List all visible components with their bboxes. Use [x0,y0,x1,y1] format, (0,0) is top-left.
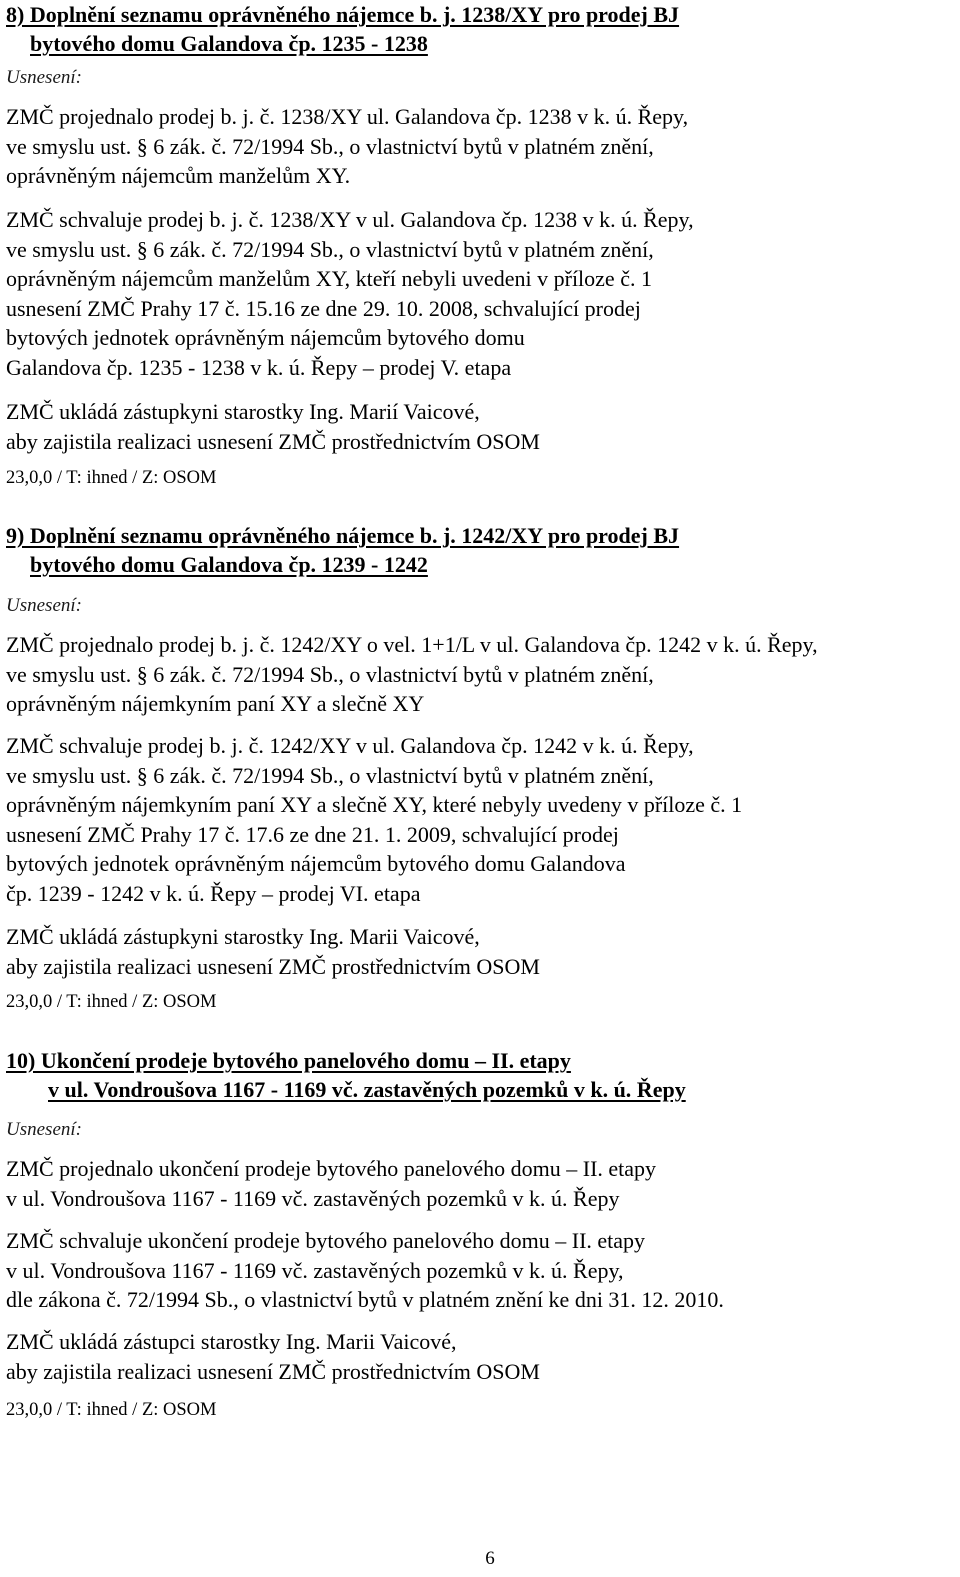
section-9-task-paragraph: ZMČ ukládá zástupkyni starostky Ing. Marii Vaicové, aby zajistila realizaci usnesení ZMČ prostřednictvím OSOM [6,924,540,979]
section-10-discussed-paragraph: ZMČ projednalo ukončení prodeje bytového panelového domu – II. etapy v ul. Vondroušova 1167 - 1169 vč. zastavěných pozemků v k. ú. Řepy [6,1156,657,1211]
section-9-vote-code: 23,0,0 / T: ihned / Z: OSOM [6,992,217,1012]
section-9-approved-paragraph: ZMČ schvaluje prodej b. j. č. 1242/XY v ul. Galandova čp. 1242 v k. ú. Řepy, ve smyslu ust. § 6 zák. č. 72/1994 Sb., o vlastnictví bytů v platném znění, oprávněným nájemkyním paní XY a slečně XY, které nebyly uvedeny v příloze č. 1 usnesení ZMČ Prahy 17 č. 17.6 ze dne 21. 1. 2009, schvalující prodej bytových jednotek oprávněným nájemcům bytového domu Galandova čp. 1239 - 1242 v k. ú. Řepy – prodej VI. etapa [6,733,743,906]
section-10-vote-code: 23,0,0 / T: ihned / Z: OSOM [6,1400,217,1420]
section-9-heading-line-1: 9) Doplnění seznamu oprávněného nájemce b. j. 1242/XY pro prodej BJ [6,523,680,548]
section-10-task-paragraph: ZMČ ukládá zástupci starostky Ing. Marii Vaicové, aby zajistila realizaci usnesení ZMČ prostřednictvím OSOM [6,1329,540,1384]
section-9-heading [6,521,679,579]
section-9-resolution-label: Usnesení: [6,595,82,616]
section-8-heading-line-2: bytového domu Galandova čp. 1235 - 1238 [30,31,428,56]
section-10-resolution-label: Usnesení: [6,1119,82,1140]
section-9-heading-line-2: bytového domu Galandova čp. 1239 - 1242 [30,552,428,577]
section-8-vote-code: 23,0,0 / T: ihned / Z: OSOM [6,468,217,488]
section-8-resolution-label: Usnesení: [6,67,82,88]
section-8-discussed-paragraph: ZMČ projednalo prodej b. j. č. 1238/XY ul. Galandova čp. 1238 v k. ú. Řepy, ve smyslu ust. § 6 zák. č. 72/1994 Sb., o vlastnictví bytů v platném znění, oprávněným nájemcům manželům XY. [6,104,689,189]
section-8-approved-paragraph: ZMČ schvaluje prodej b. j. č. 1238/XY v ul. Galandova čp. 1238 v k. ú. Řepy, ve smyslu ust. § 6 zák. č. 72/1994 Sb., o vlastnictví bytů v platném znění, oprávněným nájemcům manželům XY, kteří nebyli uvedeni v příloze č. 1 usnesení ZMČ Prahy 17 č. 15.16 ze dne 29. 10. 2008, schvalující prodej bytových jednotek oprávněným nájemcům bytového domu Galandova čp. 1235 - 1238 v k. ú. Řepy – prodej V. etapa [6,207,694,380]
section-10-heading [6,1046,686,1104]
section-10-approved-paragraph: ZMČ schvaluje ukončení prodeje bytového panelového domu – II. etapy v ul. Vondroušova 1167 - 1169 vč. zastavěných pozemků v k. ú. Řepy, dle zákona č. 72/1994 Sb., o vlastnictví bytů v platném znění ke dni 31. 12. 2010. [6,1228,724,1313]
section-10-heading-line-1: 10) Ukončení prodeje bytového panelového domu – II. etapy [6,1048,571,1073]
page-number: 6 [485,1548,495,1569]
section-10-heading-line-2: v ul. Vondroušova 1167 - 1169 vč. zastavěných pozemků v k. ú. Řepy [48,1077,686,1102]
section-8-heading-line-1: 8) Doplnění seznamu oprávněného nájemce b. j. 1238/XY pro prodej BJ [6,2,680,27]
section-8-heading [6,0,679,58]
section-8-task-paragraph: ZMČ ukládá zástupkyni starostky Ing. Marií Vaicové, aby zajistila realizaci usnesení ZMČ prostřednictvím OSOM [6,399,540,454]
section-9-discussed-paragraph: ZMČ projednalo prodej b. j. č. 1242/XY o vel. 1+1/L v ul. Galandova čp. 1242 v k. ú. Řepy, ve smyslu ust. § 6 zák. č. 72/1994 Sb., o vlastnictví bytů v platném znění, oprávněným nájemkyním paní XY a slečně XY [6,632,818,717]
